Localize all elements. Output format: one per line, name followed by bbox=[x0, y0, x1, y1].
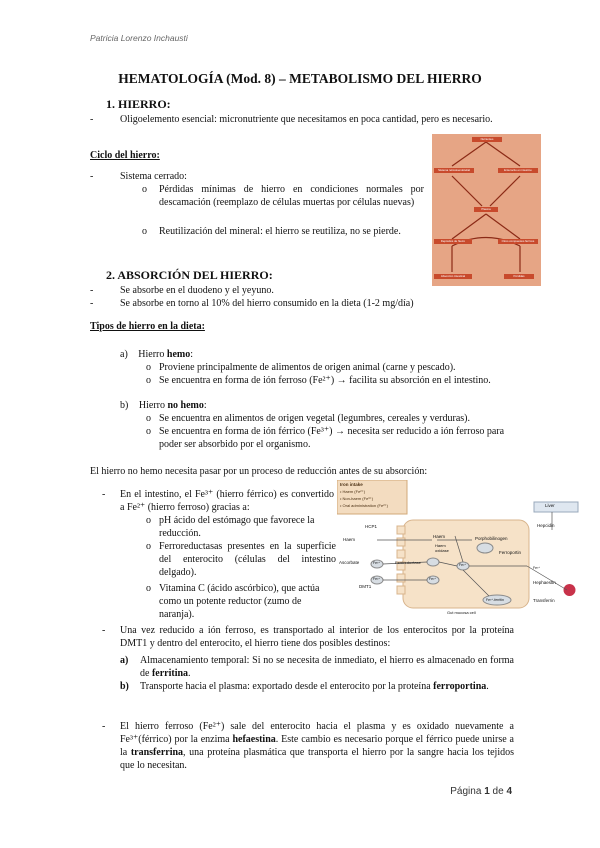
b3-mid: . Este cambio es necesario porque el férrico puede unirse a la bbox=[120, 734, 514, 758]
reduccion-s3-text: Vitamina C (ácido ascórbico), que actúa como un potente reductor (zumo de naranja). bbox=[159, 583, 320, 620]
tipo-a-item1: o Proviene principalmente de alimentos de origen animal (carne y pescado). bbox=[146, 362, 456, 373]
tipo-a-item2: o Se encuentra en forma de ión ferroso (Fe²⁺) → facilita su absorción en el intestino. bbox=[146, 375, 491, 386]
ciclo-sub1: o Pérdidas mínimas de hierro en condiciones normales por descamación (reemplazo de células muertas por células nuevas) bbox=[142, 184, 424, 208]
reduccion-b2: - Una vez reducido a ión ferroso, es transportado al interior de los enterocitos por la proteína DMT1 y dentro del enterocito, el hierro tiene dos posibles destinos: bbox=[102, 625, 514, 649]
page-total: 4 bbox=[506, 786, 512, 797]
reduccion-s2: o Ferroreductasas presentes en la superficie del enterocito (células del intestino delgado). bbox=[146, 541, 336, 578]
page-number-pre: Página bbox=[450, 786, 485, 797]
ciclo-heading: Ciclo del hierro: bbox=[90, 150, 160, 161]
opt-b-label: b) bbox=[120, 681, 129, 692]
reduccion-b1: - En el intestino, el Fe³⁺ (hierro férrico) es convertido a Fe²⁺ (hierro ferroso) gracias a: bbox=[102, 489, 334, 513]
tipo-a-heading bbox=[120, 348, 193, 361]
fig-porphobilinogen: Porphobilinogen bbox=[475, 536, 508, 541]
fig-ascorbate: Ascorbate bbox=[339, 560, 360, 565]
tipo-a-bold: hemo bbox=[166, 349, 191, 360]
tipo-b-pre: Hierro bbox=[138, 400, 168, 411]
cycle-node-enterocito: Enterocito en intestino bbox=[498, 168, 538, 173]
absorcion-b1-text: Se absorbe en el duodeno y el yeyuno. bbox=[120, 285, 274, 296]
tipo-b-item1: o Se encuentra en alimentos de origen vegetal (legumbres, cereales y verduras). bbox=[146, 413, 470, 424]
fig-fe3-plasma: Fe³⁺ bbox=[533, 566, 541, 570]
iron-cycle-diagram bbox=[432, 134, 541, 286]
fig-legend-title: Iron intake bbox=[340, 482, 363, 487]
hierro-bullet: - Oligoelemento esencial: micronutriente que necesitamos en poca cantidad, pero es necesario. bbox=[90, 114, 493, 125]
fig-haem-oxidase: Haem oxidase bbox=[435, 543, 449, 553]
ciclo-sub1-text: Pérdidas mínimas de hierro en condiciones normales por descamación (reemplazo de células muertas por células nuevas) bbox=[159, 184, 424, 208]
reduccion-s1-text: pH ácido del estómago que favorece la reducción. bbox=[159, 515, 315, 539]
opt-a-post: . bbox=[188, 668, 191, 679]
cycle-node-nutrientes: Nutrientes bbox=[472, 137, 502, 142]
reduccion-opt-a bbox=[120, 654, 514, 680]
cycle-node-absorcion: Absorción intestinal bbox=[434, 274, 472, 279]
fig-ferroportin: Ferroportin bbox=[499, 550, 522, 555]
tipo-a-item2-text: Se encuentra en forma de ión ferroso (Fe²⁺) → facilita su absorción en el intestino. bbox=[159, 375, 491, 386]
absorcion-b1: - Se absorbe en el duodeno y el yeyuno. bbox=[90, 285, 274, 296]
b3-pre: El hierro ferroso (Fe²⁺) sale del enterocito hacia el plasma y es oxidado nuevamente a Fe³⁺(férrico) por la enzima bbox=[120, 721, 514, 745]
opt-a-pre: Almacenamiento temporal: Si no se necesita de inmediato, el hierro es almacenado en forma de bbox=[140, 655, 514, 679]
opt-b-pre: Transporte hacia el plasma: exportado desde el enterocito por la proteína bbox=[140, 681, 434, 692]
fig-fe3-outside: Fe³⁺ bbox=[373, 561, 381, 565]
fig-dmt1: DMT1 bbox=[359, 584, 372, 589]
fig-hephaestin: Hephaestin bbox=[533, 580, 556, 585]
section-heading-absorcion: 2. ABSORCIÓN DEL HIERRO: bbox=[106, 268, 273, 282]
page-title: HEMATOLOGÍA (Mod. 8) – METABOLISMO DEL HIERRO bbox=[118, 71, 482, 86]
fig-hcp1: HCP1 bbox=[365, 524, 378, 529]
b3-bold-transferrina: transferrina bbox=[130, 747, 184, 758]
reduccion-intro: El hierro no hemo necesita pasar por un proceso de reducción antes de su absorción: bbox=[90, 466, 428, 477]
cycle-node-reticulo: Sistema reticuloendotelial bbox=[434, 168, 474, 173]
cycle-node-plasma: Plasma bbox=[474, 207, 498, 212]
page-current: 1 bbox=[484, 786, 490, 797]
fig-fe2-outside: Fe²⁺ bbox=[373, 577, 381, 581]
fig-haem-inside: Haem bbox=[433, 534, 446, 539]
fig-fe2-center: Fe²⁺ bbox=[459, 563, 467, 567]
b3-post: , una proteína plasmática que transporta el hierro por la sangre hacia los tejidos que lo necesitan. bbox=[120, 747, 514, 771]
page-number bbox=[450, 786, 512, 797]
iron-absorption-figure bbox=[337, 480, 583, 618]
reduccion-s3: o Vitamina C (ácido ascórbico), que actúa como un potente reductor (zumo de naranja). bbox=[146, 582, 336, 621]
opt-a-bold: ferritina bbox=[151, 668, 189, 679]
reduccion-b1-text: En el intestino, el Fe³⁺ (hierro férrico) es convertido a Fe²⁺ (hierro ferroso) gracias a: bbox=[120, 489, 334, 513]
ciclo-bullet: - Sistema cerrado: bbox=[90, 171, 187, 182]
hierro-bullet-text: Oligoelemento esencial: micronutriente que necesitamos en poca cantidad, pero es necesario. bbox=[120, 114, 493, 125]
ciclo-sub2-text: Reutilización del mineral: el hierro se reutiliza, no se pierde. bbox=[159, 226, 401, 237]
tipo-b-item2-text: Se encuentra en forma de ión férrico (Fe³⁺) → necesita ser reducido a ión ferroso para poder ser absorbido por el organismo. bbox=[159, 426, 505, 450]
fig-transferrin: Transferrin bbox=[533, 598, 555, 603]
fig-legend-3: • Oral administration (Fe²⁺) bbox=[340, 503, 388, 508]
absorcion-b2-text: Se absorbe en torno al 10% del hierro consumido en la dieta (1-2 mg/día) bbox=[120, 298, 414, 309]
reduccion-s1: o pH ácido del estómago que favorece la reducción. bbox=[146, 514, 336, 540]
reduccion-b3: - El hierro ferroso (Fe²⁺) sale del enterocito hacia el plasma y es oxidado nuevamente a Fe³⁺(férrico) por la enzima hefaestina. Este cambio es necesario porque el férrico puede unirse a la transferrina, una proteína plasmática que transporta el hierro por la sangre hacia los tejidos que lo necesitan. bbox=[102, 721, 514, 771]
ciclo-bullet-text: Sistema cerrado: bbox=[120, 171, 187, 182]
page-number-mid: de bbox=[489, 786, 507, 797]
fig-ferrireductase: Ferrireductase bbox=[395, 560, 421, 565]
reduccion-opt-b bbox=[120, 680, 514, 693]
fig-haem-outside: Haem bbox=[343, 537, 356, 542]
tipo-a-post: : bbox=[190, 349, 194, 360]
fig-hepcidin: Hepcidin bbox=[537, 523, 555, 528]
opt-a-label: a) bbox=[120, 655, 129, 666]
opt-b-post: . bbox=[486, 681, 489, 692]
fig-legend-2: • Non-haem (Fe³⁺) bbox=[340, 496, 374, 501]
fig-liver: Liver bbox=[545, 503, 555, 508]
fig-ferritin: Fe³⁺-ferritin bbox=[486, 598, 504, 602]
cycle-node-depositos: Depósitos de hierro bbox=[434, 239, 472, 244]
opt-b-bold: ferroportina bbox=[433, 681, 487, 692]
tipo-b-label: b) bbox=[120, 400, 129, 411]
fig-fe2-inside: Fe²⁺ bbox=[429, 577, 437, 581]
tipo-a-item1-text: Proviene principalmente de alimentos de origen animal (carne y pescado). bbox=[159, 362, 456, 373]
reduccion-s2-text: Ferroreductasas presentes en la superficie del enterocito (células del intestino delgado). bbox=[159, 541, 336, 578]
cycle-node-perdidas: Pérdidas bbox=[504, 274, 534, 279]
fig-gut-cell: Gut mucosa cell bbox=[447, 610, 476, 615]
tipo-a-label: a) bbox=[120, 349, 128, 360]
section-heading-hierro: 1. HIERRO: bbox=[106, 97, 171, 111]
reduccion-b2-text: Una vez reducido a ión ferroso, es transportado al interior de los enterocitos por la proteína DMT1 y dentro del enterocito, el hierro tiene dos posibles destinos: bbox=[120, 625, 514, 649]
tipos-heading: Tipos de hierro en la dieta: bbox=[90, 321, 205, 332]
fig-legend-1: • Haem (Fe²⁺) bbox=[340, 489, 366, 494]
tipo-b-bold: no hemo bbox=[167, 400, 204, 411]
absorcion-b2: - Se absorbe en torno al 10% del hierro consumido en la dieta (1-2 mg/día) bbox=[90, 298, 414, 309]
tipo-b-item1-text: Se encuentra en alimentos de origen vegetal (legumbres, cereales y verduras). bbox=[159, 413, 470, 424]
cycle-node-otros: Otros compuestos férricos bbox=[498, 239, 538, 244]
tipo-b-heading bbox=[120, 399, 207, 412]
tipo-b-post: : bbox=[203, 400, 207, 411]
author-name: Patricia Lorenzo Inchausti bbox=[90, 33, 188, 43]
b3-bold-hefaestina: hefaestina bbox=[232, 734, 276, 745]
ciclo-sub2: o Reutilización del mineral: el hierro se reutiliza, no se pierde. bbox=[146, 225, 436, 238]
tipo-a-pre: Hierro bbox=[138, 349, 167, 360]
tipo-b-item2: o Se encuentra en forma de ión férrico (Fe³⁺) → necesita ser reducido a ión ferroso para poder ser absorbido por el organismo. bbox=[146, 425, 518, 451]
